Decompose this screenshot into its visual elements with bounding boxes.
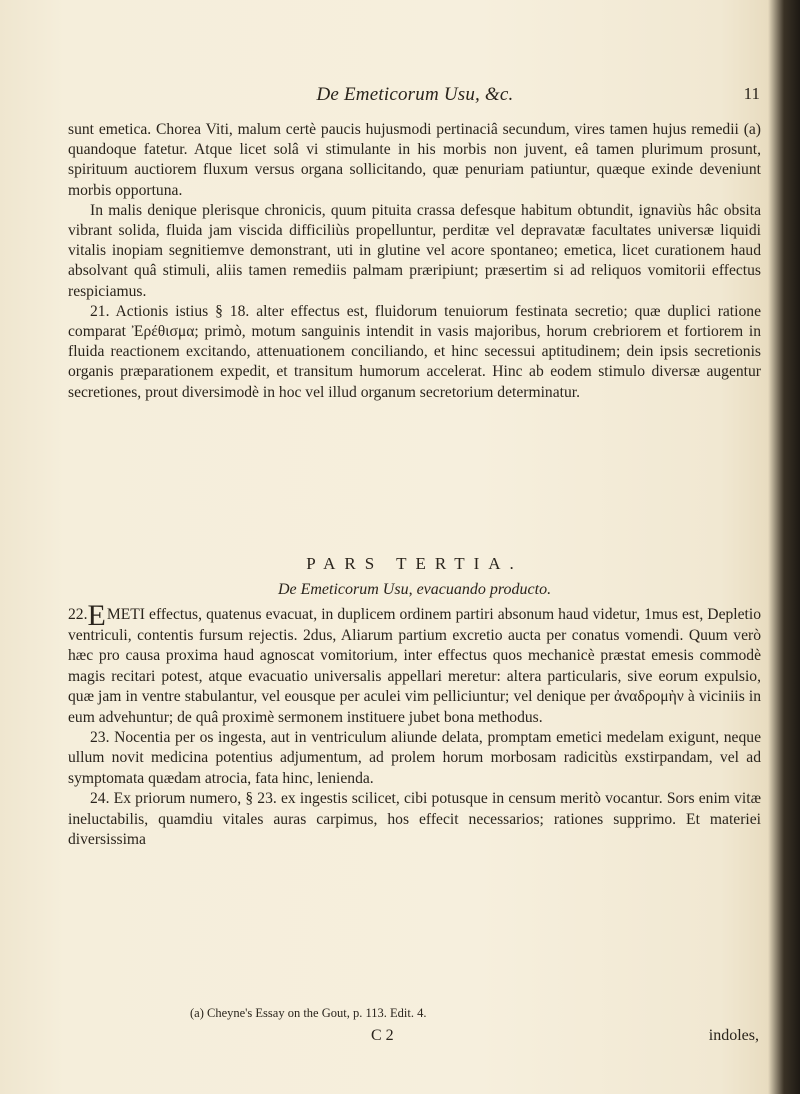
paragraph-22 [68, 599, 761, 728]
part-heading: PARS TERTIA. [306, 554, 523, 573]
paragraph-number: 22. [68, 606, 88, 623]
catchword: indoles, [708, 1027, 759, 1044]
part-subtitle: De Emeticorum Usu, evacuando producto. [277, 581, 552, 598]
part-three-text [68, 599, 761, 850]
page-number: 11 [743, 84, 760, 103]
footnote: (a) Cheyne's Essay on the Gout, p. 113. Edit. 4. [190, 1006, 427, 1020]
main-text-block [68, 120, 761, 403]
paragraph-chronic-diseases: In malis denique plerisque chronicis, quum pituita crassa defesque habitum obtundit, ignaviùs hâc obsita vibrant solida, fluida jam viscida difficiliùs propelluntur, perditæ vel depravatæ facultates universæ liquidi vitalis inopiam segnitiemve demonstrant, uti in glutine vel acore spontaneo; emetica, licet curationem haud absolvant quâ stimuli, aliis tamen remediis palmam præripiunt; præsertim si ad reliquos vomitorii effectus respiciamus. [68, 201, 761, 300]
paragraph-22-text: METI effectus, quatenus evacuat, in duplicem ordinem partiri absonum haud videtur, 1mus est, Depletio ventriculi, contentis fursum rejectis. 2dus, Aliarum partium excretio aucta per conatus vomendi. Quum verò hæc pro causa proxima haud agnoscat vomitorium, inter effectus quos mechanicè præstat emesis commodè magis recitari potest, atque evacuatio universalis appellari meretur: altera particularis, sive eorum expulsio, quæ jam in ventre stabulantur, vel eousque per aculei vim pelliciuntur; vel denique per ἀναδρομὴν à viciniis in eum advehuntur; de quâ proximè sermonem instituere jubet bona methodus. [68, 606, 761, 726]
paragraph-23: 23. Nocentia per os ingesta, aut in ventriculum aliunde delata, promptam emetici medelam exigunt, neque ullum novit medicina potentius adjumentum, ad prolem horum morbosam radicitùs exstirpandam, vel ad symptomata quædam atrocia, fata hinc, lenienda. [68, 729, 761, 787]
running-title: De Emeticorum Usu, &c. [316, 84, 514, 105]
paragraph-24: 24. Ex priorum numero, § 23. ex ingestis scilicet, cibi potusque in censum meritò vocantur. Sors enim vitæ ineluctabilis, quamdiu vitales auras carpimus, hos effecit necessarios; rationes supprimo. Et materiei diversissima [68, 790, 761, 849]
paragraph-21: 21. Actionis istius § 18. alter effectus est, fluidorum tenuiorum festinata secretio; quæ duplici ratione comparat Ἐρέθισμα; primò, motum sanguinis intendit in vasis majoribus, horum crebriorem et fortiorem in fluida reactionem excitando, attenuationem conciliando, et hinc secessui aptitudinem; dein ipsis secretionis organis præparationem expedit, et transitum humorum accelerat. Hinc ab eodem stimulo diversæ augentur secretiones, prout diversimodè in hoc vel illud organum secretorium determinatur. [68, 302, 761, 401]
paragraph-emetica: sunt emetica. Chorea Viti, malum certè paucis hujusmodi pertinaciâ secundum, vires tamen hujus remedii (a) quandoque fatetur. Atque licet solâ vi stimulante in his morbis non juvent, eâ tamen plurimum prosunt, spirituum auctiorem fluxum versus organa sollicitando, quæ penuriam patiuntur, quæque exinde deveniunt morbis opportuna. [68, 121, 761, 199]
dropcap: E [87, 599, 106, 632]
signature-mark: C 2 [371, 1027, 394, 1044]
page-header [70, 84, 760, 110]
